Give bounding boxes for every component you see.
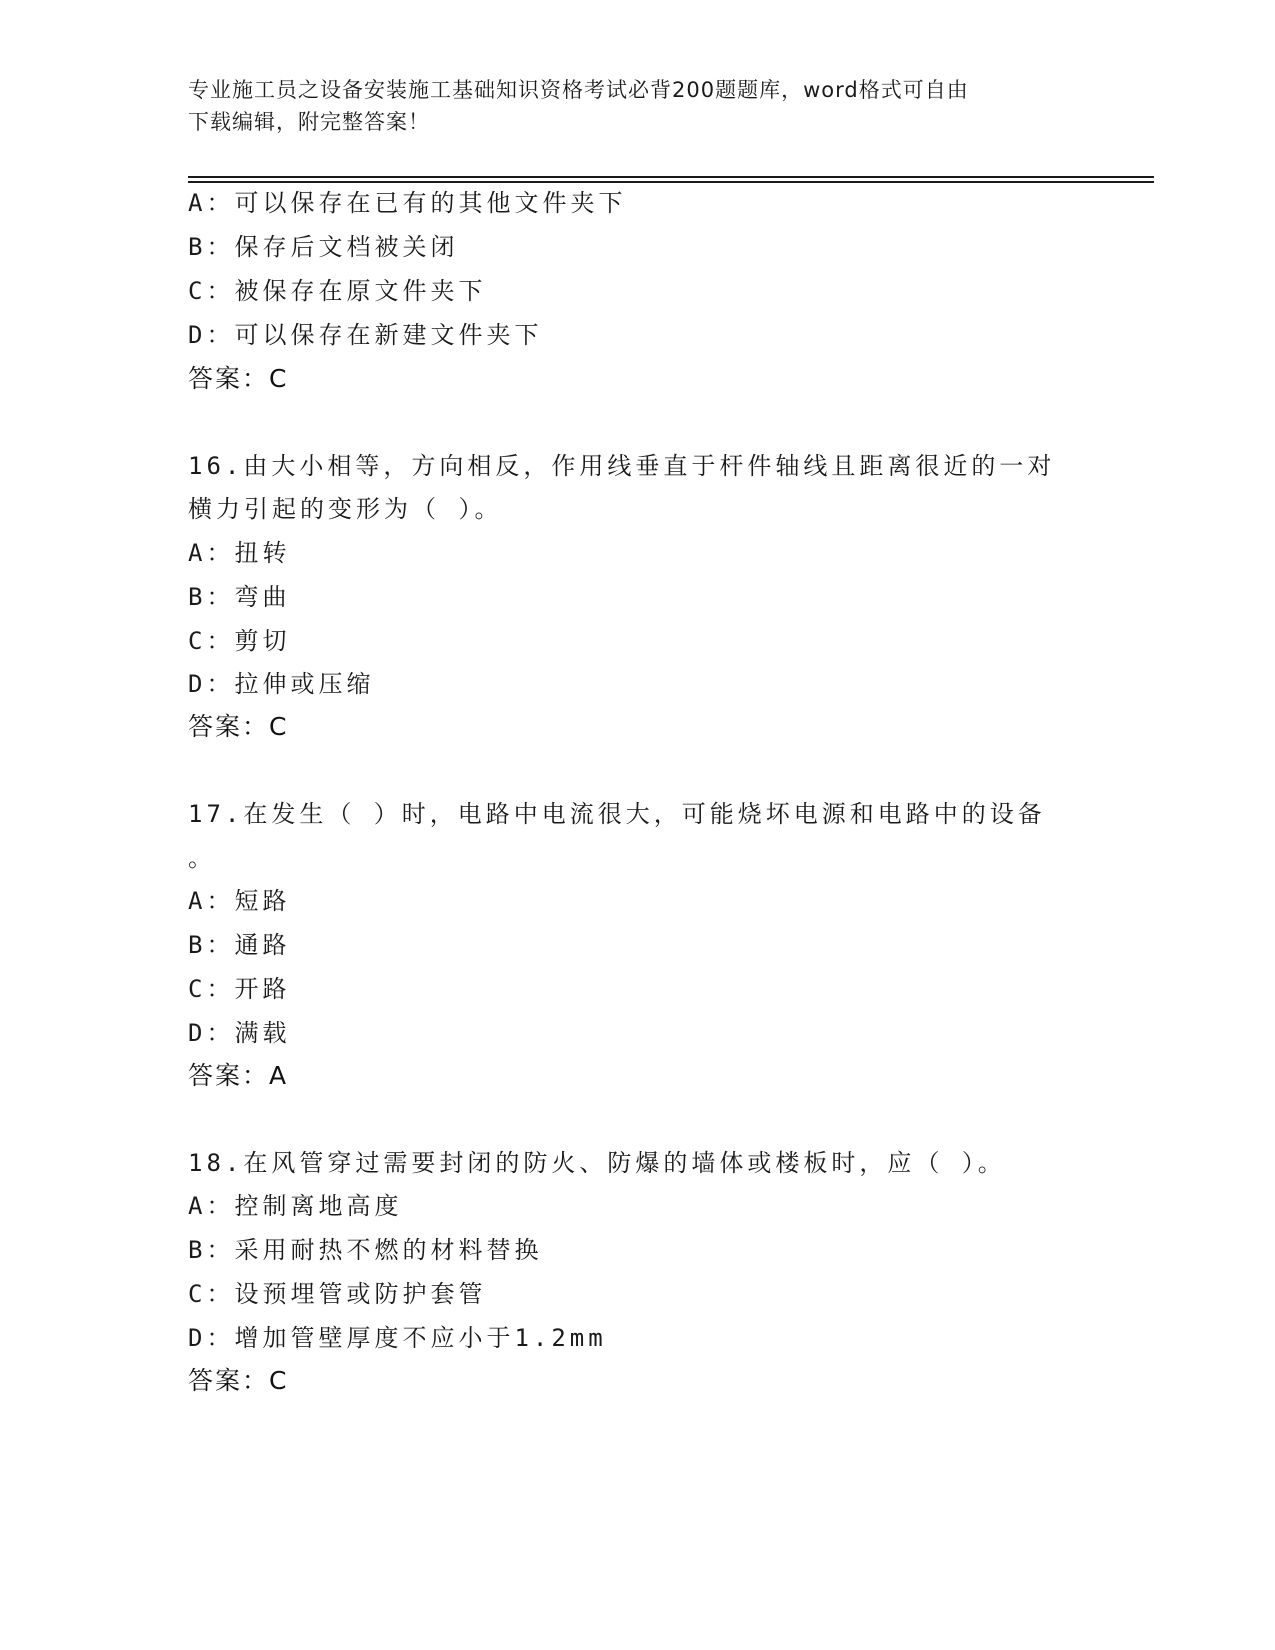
- option-c: C：设预埋管或防护套管: [188, 1280, 487, 1308]
- question-stem-line-1: 17.在发生（ ）时，电路中电流很大，可能烧坏电源和电路中的设备: [188, 800, 1046, 828]
- option-c: C：剪切: [188, 627, 291, 655]
- option-d: D：增加管壁厚度不应小于1.2mm: [188, 1324, 607, 1352]
- option-c: C：开路: [188, 975, 291, 1003]
- option-b: B：保存后文档被关闭: [188, 233, 459, 261]
- answer: 答案：C: [188, 364, 289, 393]
- option-b: B：弯曲: [188, 583, 291, 611]
- option-a: A：控制离地高度: [188, 1192, 403, 1220]
- header-divider-top: [188, 176, 1154, 178]
- option-d: D：满载: [188, 1019, 291, 1047]
- option-c: C：被保存在原文件夹下: [188, 277, 487, 305]
- question-stem-line-2: 横力引起的变形为（ ）。: [188, 495, 503, 523]
- option-a: A：可以保存在已有的其他文件夹下: [188, 189, 627, 217]
- option-d: D：拉伸或压缩: [188, 670, 375, 698]
- question-stem-line-1: 16.由大小相等，方向相反，作用线垂直于杆件轴线且距离很近的一对: [188, 452, 1056, 480]
- answer: 答案：C: [188, 712, 289, 741]
- option-b: B：采用耐热不燃的材料替换: [188, 1236, 543, 1264]
- option-a: A：扭转: [188, 539, 291, 567]
- question-stem-line-1: 18.在风管穿过需要封闭的防火、防爆的墙体或楼板时，应（ ）。: [188, 1149, 1006, 1177]
- option-a: A：短路: [188, 887, 291, 915]
- document-header: [188, 74, 1068, 138]
- header-line-1: 专业施工员之设备安装施工基础知识资格考试必背200题题库，word格式可自由: [188, 78, 969, 102]
- question-stem-line-2: 。: [188, 844, 216, 872]
- header-divider-bottom: [188, 181, 1154, 183]
- option-d: D：可以保存在新建文件夹下: [188, 321, 543, 349]
- header-line-2: 下载编辑，附完整答案！: [188, 110, 430, 134]
- answer: 答案：A: [188, 1061, 289, 1090]
- option-b: B：通路: [188, 931, 291, 959]
- answer: 答案：C: [188, 1366, 289, 1395]
